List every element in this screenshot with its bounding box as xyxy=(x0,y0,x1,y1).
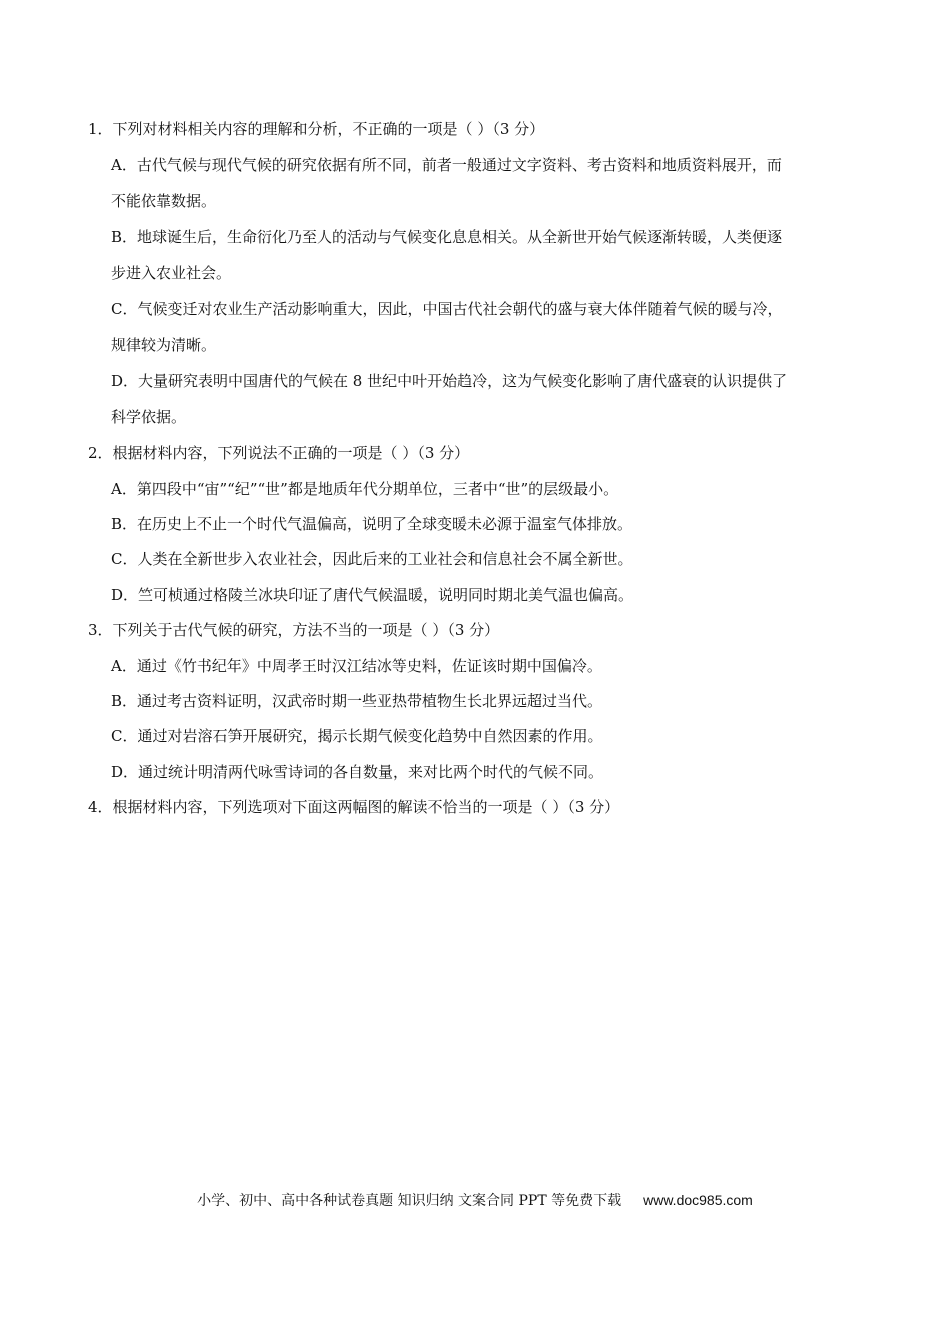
question-1-option-b-cont: 步进入农业社会。 xyxy=(111,264,232,282)
question-1-option-a-cont: 不能依靠数据。 xyxy=(111,192,217,210)
question-3-stem: 3．下列关于古代气候的研究，方法不当的一项是（ ）（3 分） xyxy=(88,621,500,639)
question-1-option-d: D．大量研究表明中国唐代的气候在 8 世纪中叶开始趋冷，这为气候变化影响了唐代盛衰的认识提供了 xyxy=(111,372,788,390)
question-1-option-b: B．地球诞生后，生命衍化乃至人的活动与气候变化息息相关。从全新世开始气候逐渐转暖，人类便逐 xyxy=(111,228,783,246)
question-3-option-a: A．通过《竹书纪年》中周孝王时汉江结冰等史料，佐证该时期中国偏冷。 xyxy=(111,657,602,675)
question-3-option-c: C．通过对岩溶石笋开展研究，揭示长期气候变化趋势中自然因素的作用。 xyxy=(111,727,603,745)
question-4-stem: 4．根据材料内容，下列选项对下面这两幅图的解读不恰当的一项是（ ）（3 分） xyxy=(88,798,620,816)
question-2-option-b: B．在历史上不止一个时代气温偏高，说明了全球变暖未必源于温室气体排放。 xyxy=(111,515,633,533)
question-1-option-c: C．气候变迁对农业生产活动影响重大，因此，中国古代社会朝代的盛与衰大体伴随着气候的暖与冷， xyxy=(111,300,783,318)
question-2-option-d: D．竺可桢通过格陵兰冰块印证了唐代气候温暖，说明同时期北美气温也偏高。 xyxy=(111,586,634,604)
question-3-option-b: B．通过考古资料证明，汉武帝时期一些亚热带植物生长北界远超过当代。 xyxy=(111,692,603,710)
question-2-stem: 2．根据材料内容，下列说法不正确的一项是（ ）（3 分） xyxy=(88,444,470,462)
question-1-option-c-cont: 规律较为清晰。 xyxy=(111,336,217,354)
question-1-stem: 1．下列对材料相关内容的理解和分析，不正确的一项是（ ）（3 分） xyxy=(88,120,545,138)
footer-url[interactable]: www.doc985.com xyxy=(643,1192,753,1208)
page-footer xyxy=(0,1190,950,1211)
question-2-option-a: A．第四段中“宙”“纪”“世”都是地质年代分期单位，三者中“世”的层级最小。 xyxy=(111,480,619,498)
question-1-option-d-cont: 科学依据。 xyxy=(111,408,187,426)
footer-text: 小学、初中、高中各种试卷真题 知识归纳 文案合同 PPT 等免费下载 xyxy=(197,1193,622,1209)
question-3-option-d: D．通过统计明清两代咏雪诗词的各自数量，来对比两个时代的气候不同。 xyxy=(111,763,604,781)
question-1-option-a: A．古代气候与现代气候的研究依据有所不同，前者一般通过文字资料、考古资料和地质资料展开，而 xyxy=(111,156,782,174)
question-2-option-c: C．人类在全新世步入农业社会，因此后来的工业社会和信息社会不属全新世。 xyxy=(111,550,633,568)
